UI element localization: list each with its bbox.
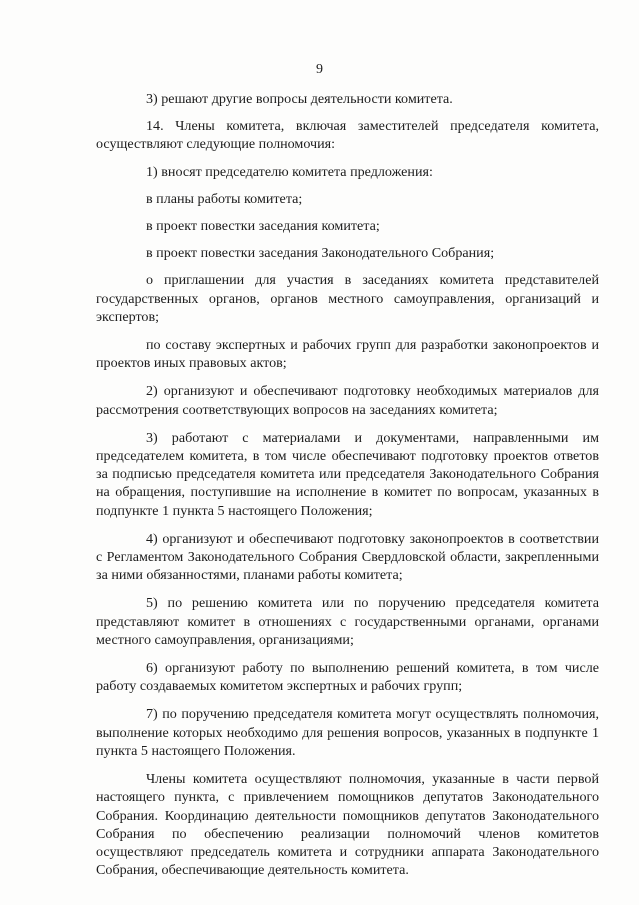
paragraph-sub-6: 6) организуют работу по выполнению решений комитета, в том числе работу создаваемых комитетом экспертных и рабочих групп; <box>96 660 599 695</box>
page-number: 9 <box>316 62 323 77</box>
document-body <box>96 90 599 879</box>
paragraph-working-groups: по составу экспертных и рабочих групп для разработки законопроектов и проектов иных правовых актов; <box>96 337 599 372</box>
paragraph-sub-1: 1) вносят председателю комитета предложения: <box>146 163 433 180</box>
paragraph-sub-5: 5) по решению комитета или по поручению председателя комитета представляют комитет в отношениях с государственными органами, органами местного самоуправления, организациями; <box>96 595 599 648</box>
paragraph-work-plans: в планы работы комитета; <box>146 190 303 207</box>
paragraph-assembly-agenda: в проект повестки заседания Законодательного Собрания; <box>146 245 495 262</box>
paragraph-committee-agenda: в проект повестки заседания комитета; <box>146 218 380 235</box>
paragraph-sub-2: 2) организуют и обеспечивают подготовку необходимых материалов для рассмотрения соответствующих вопросов на заседаниях комитета; <box>96 383 599 418</box>
paragraph-clause-14: 14. Члены комитета, включая заместителей председателя комитета, осуществляют следующие полномочия: <box>96 118 599 153</box>
paragraph-sub-3: 3) работают с материалами и документами, направленными им председателем комитета, в том числе обеспечивают подготовку проектов ответов за подписью председателя комитета или председателя Законодательного Собрания на обращения, поступившие на исполнение в комитет по вопросам, указанных в подпункте 1 пункта 5 настоящего Положения; <box>96 429 599 519</box>
paragraph-sub-7: 7) по поручению председателя комитета могут осуществлять полномочия, выполнение которых необходимо для решения вопросов, указанных в подпункте 1 пункта 5 настоящего Положения. <box>96 706 599 759</box>
paragraph-members-note: Члены комитета осуществляют полномочия, указанные в части первой настоящего пункта, с привлечением помощников депутатов Законодательного Собрания. Координацию деятельности помощников депутатов Законодательного Собрания по обеспечению реализации полномочий членов комитетов осуществляют председатель комитета и сотрудники аппарата Законодательного Собрания, обеспечивающие деятельность комитета. <box>96 771 599 879</box>
paragraph-invitations: о приглашении для участия в заседаниях комитета представителей государственных органов, органов местного самоуправления, организаций и экспертов; <box>96 272 599 325</box>
paragraph-item-3-final: 3) решают другие вопросы деятельности комитета. <box>146 91 453 107</box>
paragraph-sub-4: 4) организуют и обеспечивают подготовку законопроектов в соответствии с Регламентом Законодательного Собрания Свердловской области, закрепленными за ними обязанностями, планами работы комитета; <box>96 530 599 584</box>
